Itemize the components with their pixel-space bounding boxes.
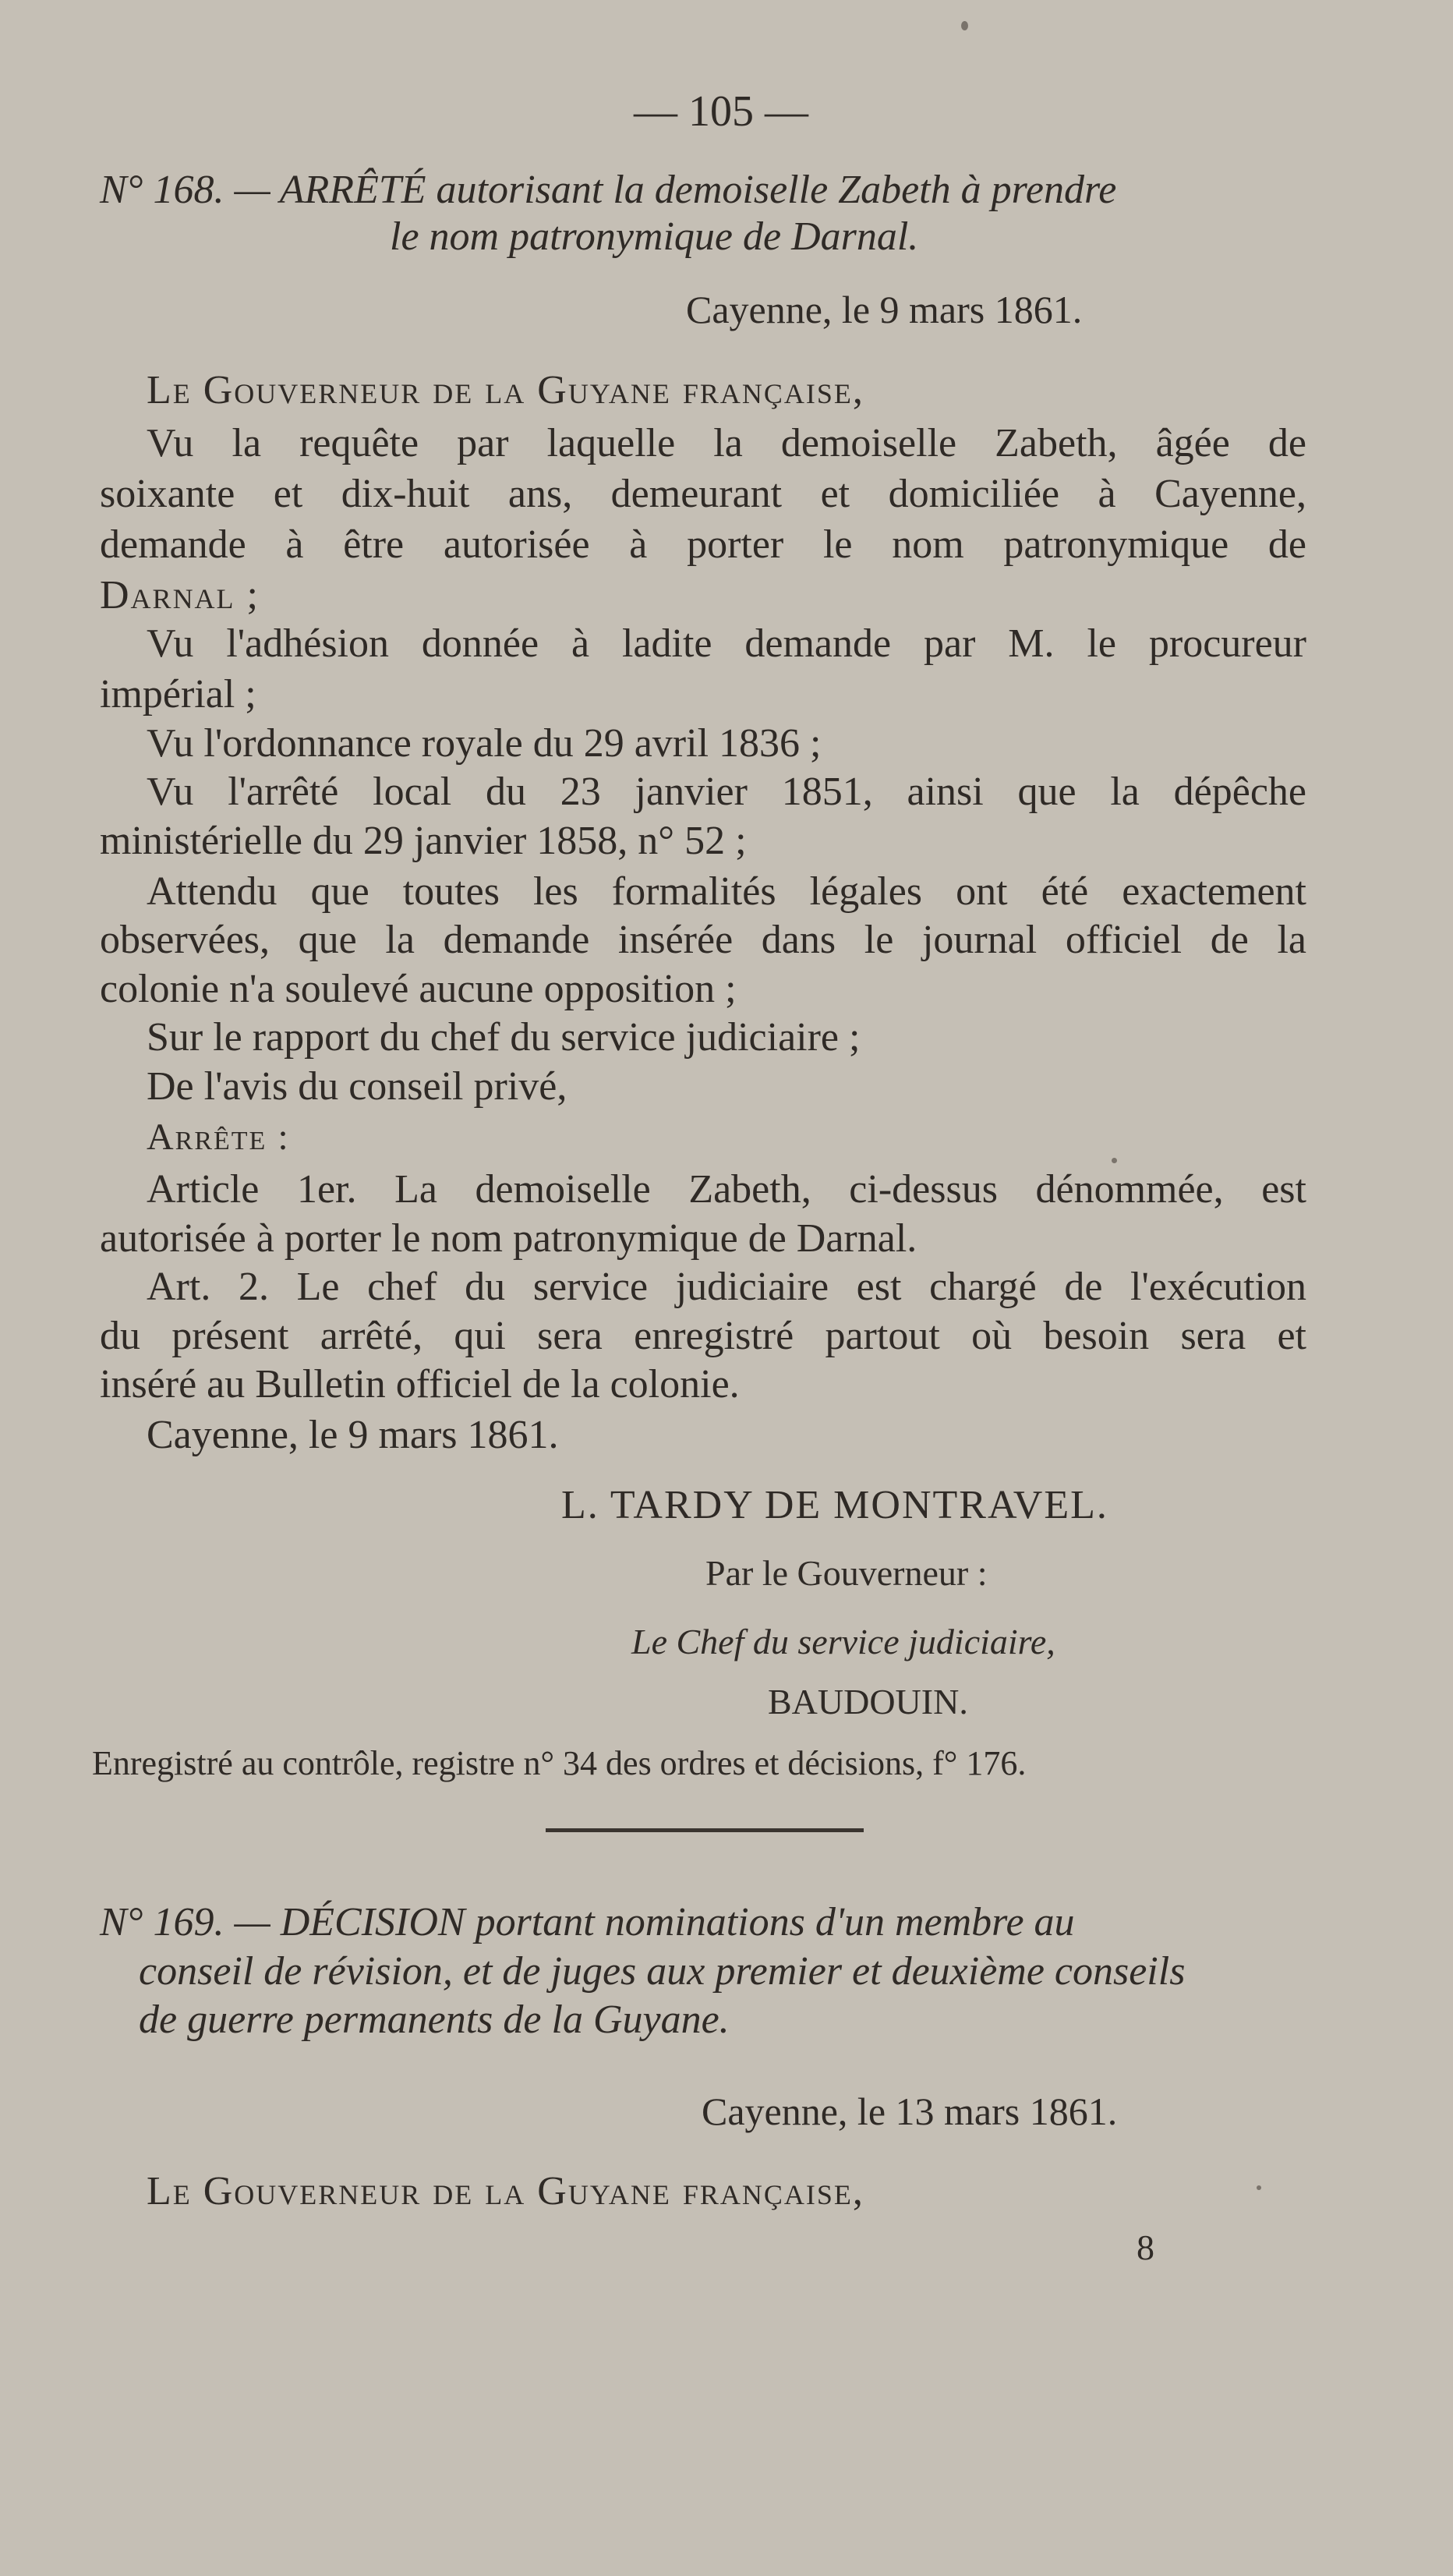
decree-168-line-18: autorisée à porter le nom patronymique de Darnal.	[100, 1216, 917, 1261]
decree-168-line-21: inséré au Bulletin officiel de la colonie.	[100, 1362, 740, 1407]
decree-168-line-9: Vu l'arrêté local du 23 janvier 1851, ainsi que la dépêche	[147, 770, 1306, 814]
decree-168-arrete: Arrête :	[147, 1116, 290, 1158]
decision-169-heading-line-1: N° 169. — DÉCISION portant nominations d'un membre au	[100, 1900, 1075, 1944]
decree-168-line-5: Darnal ;	[100, 573, 260, 617]
decree-168-heading-line-1: N° 168. — ARRÊTÉ autorisant la demoiselle Zabeth à prendre	[100, 168, 1117, 212]
decree-168-line-1: Le Gouverneur de la Guyane française,	[147, 368, 864, 412]
paper-speck	[1112, 1158, 1117, 1163]
decree-168-line-2: Vu la requête par laquelle la demoiselle Zabeth, âgée de	[147, 421, 1306, 465]
decree-168-dateline: Cayenne, le 9 mars 1861.	[686, 288, 1083, 331]
decree-168-closing-date: Cayenne, le 9 mars 1861.	[147, 1413, 559, 1457]
decree-168-line-20: du présent arrêté, qui sera enregistré partout où besoin sera et	[100, 1314, 1306, 1358]
decree-168-line-3: soixante et dix-huit ans, demeurant et domiciliée à Cayenne,	[100, 472, 1306, 516]
paper-speck	[961, 21, 968, 30]
decree-168-article-1: Article 1er. La demoiselle Zabeth, ci-dessus dénommée, est	[147, 1167, 1306, 1212]
decree-168-chief-name: BAUDOUIN.	[768, 1682, 968, 1721]
decree-168-line-7: impérial ;	[100, 672, 256, 717]
decree-168-by-governor: Par le Gouverneur :	[705, 1553, 988, 1593]
paper-speck	[1257, 2185, 1261, 2190]
page-number: — 105 —	[634, 87, 808, 136]
signature-mark: 8	[1137, 2227, 1154, 2267]
decree-168-article-2: Art. 2. Le chef du service judiciaire est chargé de l'exécution	[147, 1265, 1306, 1309]
decision-169-heading-line-3: de guerre permanents de la Guyane.	[139, 1997, 730, 2042]
decree-168-chief-title: Le Chef du service judiciaire,	[631, 1622, 1055, 1661]
decree-168-line-15: De l'avis du conseil privé,	[147, 1064, 567, 1109]
decree-168-line-14: Sur le rapport du chef du service judiciaire ;	[147, 1015, 861, 1060]
decree-168-line-11: Attendu que toutes les formalités légales ont été exactement	[147, 869, 1306, 914]
decision-169-heading-line-2: conseil de révision, et de juges aux premier et deuxième conseils	[139, 1949, 1186, 1994]
decree-168-registration: Enregistré au contrôle, registre n° 34 des ordres et décisions, f° 176.	[92, 1744, 1027, 1782]
decree-168-heading-line-2: le nom patronymique de Darnal.	[390, 214, 919, 259]
decree-168-line-13: colonie n'a soulevé aucune opposition ;	[100, 967, 737, 1011]
decree-168-line-6: Vu l'adhésion donnée à ladite demande par M. le procureur	[147, 621, 1306, 666]
decision-169-dateline: Cayenne, le 13 mars 1861.	[702, 2089, 1118, 2133]
decision-169-opening: Le Gouverneur de la Guyane française,	[147, 2169, 864, 2213]
decree-168-signatory: L. TARDY DE MONTRAVEL.	[561, 1483, 1108, 1527]
decree-168-line-8: Vu l'ordonnance royale du 29 avril 1836 ;	[147, 721, 822, 766]
section-divider	[546, 1828, 864, 1832]
decree-168-line-10: ministérielle du 29 janvier 1858, n° 52 ;	[100, 819, 747, 863]
decree-168-line-4: demande à être autorisée à porter le nom patronymique de	[100, 522, 1306, 567]
decree-168-line-12: observées, que la demande insérée dans le journal officiel de la	[100, 918, 1306, 962]
